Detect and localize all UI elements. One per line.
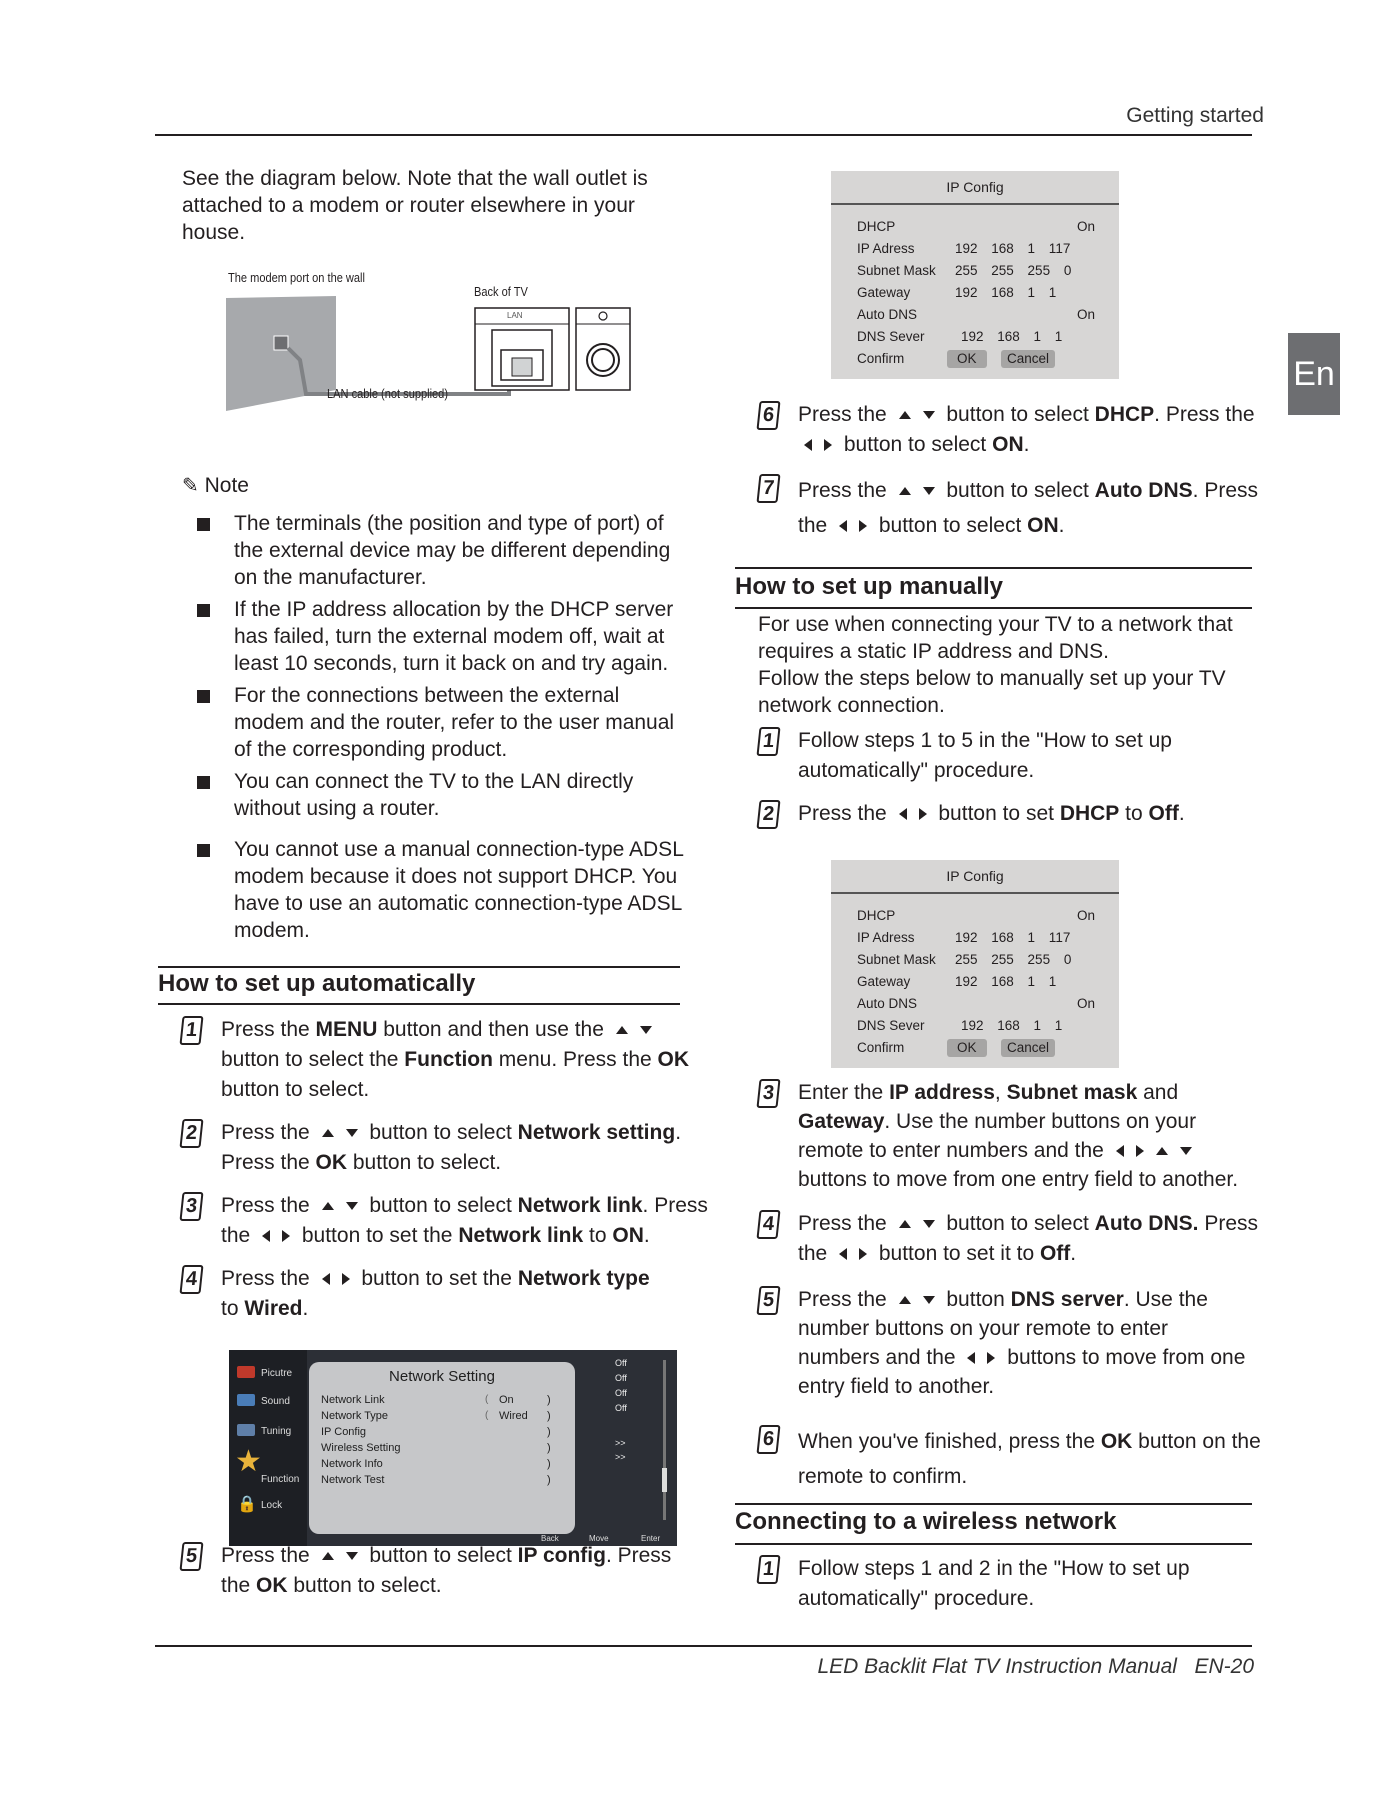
footer-move: Move — [589, 1534, 609, 1543]
chevron-right-icon: ) — [547, 1442, 551, 1454]
wireless-step-1: 1 Follow steps 1 and 2 in the "How to set up automatically" procedure. — [798, 1554, 1190, 1614]
note-bullet: The terminals (the position and type of port) of the external device may be different depending on the manufacturer. — [234, 510, 670, 591]
bullet-square-icon — [197, 604, 210, 617]
section-rule — [735, 567, 1252, 569]
intro-paragraph — [182, 165, 648, 246]
right-arrow-icon — [859, 1248, 867, 1260]
right-arrow-icon — [282, 1230, 290, 1242]
auto-step-6: 6 Press the button to select DHCP. Press the button to select ON. — [798, 400, 1255, 460]
ip-config-panel: IP Config DHCP On IP Adress 192 168 1 117 Subnet Mask 255 255 255 0 Gateway 192 168 1 1 Auto DNS On DNS Sever 192 168 1 1 Confirm OK Cancel — [831, 171, 1119, 379]
section-rule — [735, 607, 1252, 609]
left-arrow-icon — [262, 1230, 270, 1242]
footer-manual-title: LED Backlit Flat TV Instruction Manual — [817, 1655, 1177, 1678]
footer-enter: Enter — [641, 1534, 661, 1543]
footer-rule — [155, 1645, 1252, 1647]
chevron-left-icon: ( — [485, 1394, 489, 1405]
note-bullet: You can connect the TV to the LAN directly without using a router. — [234, 768, 633, 822]
chevron-right-icon: ) — [547, 1410, 551, 1422]
section-rule — [158, 966, 680, 968]
step-number: 4 — [179, 1265, 203, 1294]
step-number: 3 — [756, 1079, 780, 1108]
manual-intro: For use when connecting your TV to a network that requires a static IP address and DNS. Follow the steps below to manually set up your TV network connection. — [758, 613, 1233, 717]
header-rule — [155, 134, 1252, 136]
bullet-square-icon — [197, 690, 210, 703]
step-number: 7 — [756, 474, 780, 503]
pencil-icon: ✎ — [182, 475, 199, 497]
right-arrow-icon — [859, 520, 867, 532]
down-arrow-icon — [923, 1296, 935, 1304]
auto-step-1: 1 Press the MENU button and then use the button to select the Function menu. Press the OK button to select. — [221, 1015, 689, 1105]
bullet-square-icon — [197, 776, 210, 789]
note-bullet: For the connections between the external modem and the router, refer to the user manual of the corresponding product. — [234, 682, 674, 763]
up-arrow-icon — [1156, 1147, 1168, 1155]
wall-port-icon — [274, 336, 288, 350]
section-rule — [158, 1003, 680, 1005]
left-arrow-icon — [967, 1352, 975, 1364]
up-arrow-icon — [899, 411, 911, 419]
manual-step-5: 5 Press the button DNS server. Use the number buttons on your remote to enter numbers and the buttons to move from one entry field to another. — [798, 1285, 1245, 1401]
back-of-tv-label: Back of TV — [474, 284, 528, 299]
tuning-icon — [237, 1424, 255, 1436]
chevron-right-icon: ) — [547, 1426, 551, 1438]
up-arrow-icon — [322, 1202, 334, 1210]
chevron-right-icon: ) — [547, 1474, 551, 1486]
intro-line: See the diagram below. Note that the wall outlet is — [182, 167, 648, 190]
right-arrow-icon — [987, 1352, 995, 1364]
page-header-title: Getting started — [1126, 104, 1264, 127]
auto-step-4: 4 Press the button to set the Network type to Wired. — [221, 1264, 650, 1324]
cable-label: LAN cable (not supplied) — [327, 386, 449, 401]
chevron-left-icon: ( — [485, 1410, 489, 1421]
right-arrow-icon — [342, 1273, 350, 1285]
network-setting-screenshot: Picutre Sound Tuning ★ Function 🔒 Lock Network Setting Network Link On Network Type Wired IP Config Wireless Setting Network Info Network Test ( ) ( ) ) ) ) ) Off Off Off Off >> >> Back Move Enter — [229, 1350, 677, 1546]
ip-config-panel: IP Config DHCP On IP Adress 192 168 1 117 Subnet Mask 255 255 255 0 Gateway 192 168 1 1 Auto DNS On DNS Sever 192 168 1 1 Confirm OK Cancel — [831, 860, 1119, 1068]
note-bullet: You cannot use a manual connection-type ADSL modem because it does not support DHCP. You have to use an automatic connection-type ADSL modem. — [234, 836, 684, 944]
step-number: 5 — [179, 1542, 203, 1571]
right-arrow-icon — [824, 439, 832, 451]
step-number: 4 — [756, 1210, 780, 1239]
note-heading — [182, 473, 249, 498]
page-footer — [817, 1655, 1254, 1679]
step-number: 5 — [756, 1286, 780, 1315]
ok-button[interactable]: OK — [947, 350, 987, 368]
manual-step-2: 2 Press the button to set DHCP to Off. — [798, 799, 1185, 829]
tv-side-menu: Picutre Sound Tuning ★ Function 🔒 Lock — [229, 1350, 307, 1546]
cancel-button[interactable]: Cancel — [1001, 350, 1055, 368]
up-arrow-icon — [899, 1220, 911, 1228]
down-arrow-icon — [346, 1202, 358, 1210]
down-arrow-icon — [923, 411, 935, 419]
step-number: 2 — [179, 1119, 203, 1148]
picture-icon — [237, 1366, 255, 1378]
note-bullet: If the IP address allocation by the DHCP server has failed, turn the external modem off, wait at least 10 seconds, turn it back on and try again. — [234, 596, 673, 677]
section-rule — [735, 1543, 1252, 1545]
ok-button[interactable]: OK — [947, 1039, 987, 1057]
left-arrow-icon — [839, 1248, 847, 1260]
bullet-square-icon — [197, 518, 210, 531]
right-arrow-icon — [1136, 1145, 1144, 1157]
note-heading-text: Note — [204, 474, 249, 497]
up-arrow-icon — [899, 487, 911, 495]
auto-step-3: 3 Press the button to select Network link. Press the button to set the Network link to ON. — [221, 1191, 708, 1251]
section-title-auto: How to set up automatically — [158, 970, 476, 997]
auto-step-5: 5 Press the button to select IP config. Press the OK button to select. — [221, 1541, 671, 1601]
ip-config-title: IP Config — [946, 868, 1004, 884]
auto-step-2: 2 Press the button to select Network setting. Press the OK button to select. — [221, 1118, 681, 1178]
scrollbar-track — [663, 1360, 666, 1520]
left-arrow-icon — [839, 520, 847, 532]
scrollbar-thumb — [662, 1468, 667, 1492]
intro-line: attached to a modem or router elsewhere in your — [182, 194, 635, 217]
down-arrow-icon — [923, 487, 935, 495]
language-tab: En — [1288, 333, 1340, 415]
up-arrow-icon — [322, 1129, 334, 1137]
intro-line: house. — [182, 221, 246, 244]
ip-config-title: IP Config — [946, 179, 1004, 195]
section-rule — [735, 1503, 1252, 1505]
manual-step-1: 1 Follow steps 1 to 5 in the "How to set up automatically" procedure. — [798, 726, 1172, 786]
lan-label: LAN — [507, 311, 523, 320]
step-number: 1 — [756, 1555, 780, 1584]
page-number: EN-20 — [1194, 1655, 1254, 1678]
auto-step-7: 7 Press the button to select Auto DNS. Press the button to select ON. — [798, 473, 1258, 543]
footer-back: Back — [541, 1534, 559, 1543]
sound-icon — [237, 1394, 255, 1406]
panel-title: Network Setting — [389, 1368, 495, 1385]
right-arrow-icon — [919, 808, 927, 820]
connection-diagram — [224, 268, 664, 418]
down-arrow-icon — [923, 1220, 935, 1228]
chevron-right-icon: ) — [547, 1394, 551, 1406]
step-number: 6 — [756, 1425, 780, 1454]
down-arrow-icon — [346, 1552, 358, 1560]
manual-step-3: 3 Enter the IP address, Subnet mask and Gateway. Use the number buttons on your remote to enter numbers and the buttons to move from one entry field to another. — [798, 1078, 1238, 1194]
step-number: 3 — [179, 1192, 203, 1221]
chevron-right-icon: ) — [547, 1458, 551, 1470]
lock-icon: 🔒 — [237, 1496, 257, 1513]
left-arrow-icon — [1116, 1145, 1124, 1157]
manual-step-6: 6 When you've finished, press the OK button on the remote to confirm. — [798, 1424, 1261, 1494]
step-number: 6 — [756, 401, 780, 430]
step-number: 2 — [756, 800, 780, 829]
section-title-wireless: Connecting to a wireless network — [735, 1508, 1117, 1535]
left-arrow-icon — [899, 808, 907, 820]
down-arrow-icon — [346, 1129, 358, 1137]
network-setting-panel: Network Setting Network Link On Network Type Wired IP Config Wireless Setting Network Info Network Test ( ) ( ) ) ) ) ) — [309, 1362, 575, 1534]
up-arrow-icon — [322, 1552, 334, 1560]
down-arrow-icon — [640, 1026, 652, 1034]
up-arrow-icon — [616, 1026, 628, 1034]
left-arrow-icon — [804, 439, 812, 451]
wall-port-label: The modem port on the wall — [228, 270, 365, 285]
up-arrow-icon — [899, 1296, 911, 1304]
left-arrow-icon — [322, 1273, 330, 1285]
cancel-button[interactable]: Cancel — [1001, 1039, 1055, 1057]
bullet-square-icon — [197, 844, 210, 857]
step-number: 1 — [756, 727, 780, 756]
section-title-manual: How to set up manually — [735, 573, 1004, 600]
manual-step-4: 4 Press the button to select Auto DNS. Press the button to set it to Off. — [798, 1209, 1258, 1269]
down-arrow-icon — [1180, 1147, 1192, 1155]
function-star-icon: ★ — [235, 1445, 262, 1478]
step-number: 1 — [179, 1016, 203, 1045]
